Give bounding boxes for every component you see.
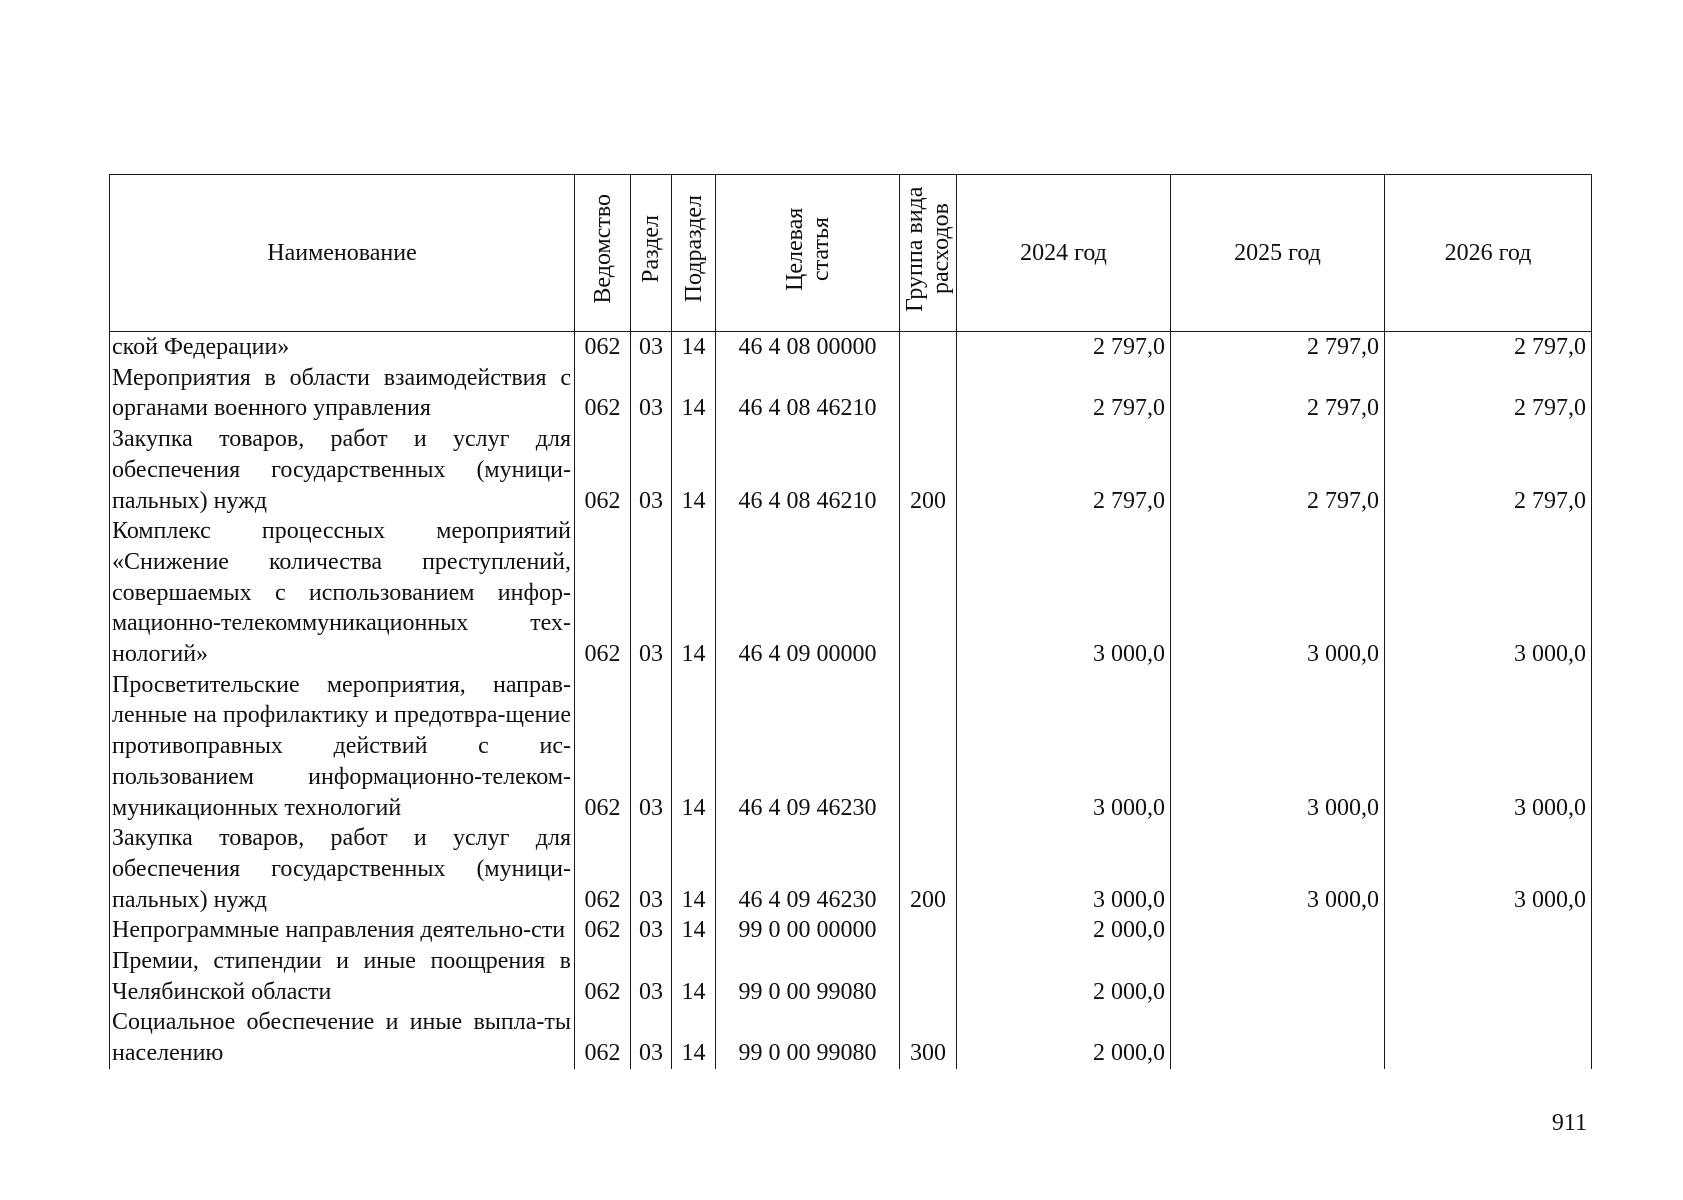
cell-vedomstvo: 062 xyxy=(575,363,631,424)
table-row xyxy=(110,915,1592,946)
cell-year-2026: 2 797,0 xyxy=(1385,363,1592,424)
header-year-2024: 2024 год xyxy=(957,175,1171,332)
header-podrazdel: Подраздел xyxy=(672,175,716,332)
cell-celevaya-statya: 99 0 00 99080 xyxy=(716,946,900,1007)
header-row xyxy=(110,175,1592,332)
cell-celevaya-statya: 46 4 08 46210 xyxy=(716,424,900,516)
cell-razdel: 03 xyxy=(631,424,672,516)
cell-name: Закупка товаров, работ и услуг для обеспечения государственных (муници-пальных) нужд xyxy=(110,424,575,516)
cell-podrazdel: 14 xyxy=(672,670,716,824)
header-gruppa-vida-rashodov: Группа вида расходов xyxy=(900,175,957,332)
page-number: 911 xyxy=(1551,1110,1587,1136)
table-row xyxy=(110,823,1592,915)
table-row xyxy=(110,946,1592,1007)
cell-gruppa-vida-rashodov: 300 xyxy=(900,1007,957,1068)
cell-razdel: 03 xyxy=(631,915,672,946)
cell-gruppa-vida-rashodov xyxy=(900,946,957,1007)
cell-year-2025: 3 000,0 xyxy=(1171,516,1385,670)
cell-razdel: 03 xyxy=(631,363,672,424)
cell-year-2024: 2 000,0 xyxy=(957,915,1171,946)
cell-vedomstvo: 062 xyxy=(575,332,631,363)
cell-gruppa-vida-rashodov: 200 xyxy=(900,823,957,915)
cell-gruppa-vida-rashodov xyxy=(900,670,957,824)
cell-year-2026 xyxy=(1385,915,1592,946)
cell-razdel: 03 xyxy=(631,332,672,363)
cell-vedomstvo: 062 xyxy=(575,670,631,824)
cell-year-2026: 2 797,0 xyxy=(1385,332,1592,363)
header-name: Наименование xyxy=(110,175,575,332)
cell-vedomstvo: 062 xyxy=(575,823,631,915)
cell-year-2026 xyxy=(1385,1007,1592,1068)
cell-podrazdel: 14 xyxy=(672,1007,716,1068)
cell-name: Социальное обеспечение и иные выпла-ты населению xyxy=(110,1007,575,1068)
header-year-2026: 2026 год xyxy=(1385,175,1592,332)
cell-year-2025 xyxy=(1171,915,1385,946)
cell-celevaya-statya: 46 4 09 00000 xyxy=(716,516,900,670)
cell-razdel: 03 xyxy=(631,1007,672,1068)
cell-vedomstvo: 062 xyxy=(575,516,631,670)
header-celevaya-statya: Целевая статья xyxy=(716,175,900,332)
cell-year-2025: 2 797,0 xyxy=(1171,363,1385,424)
cell-podrazdel: 14 xyxy=(672,424,716,516)
cell-year-2024: 2 797,0 xyxy=(957,363,1171,424)
cell-celevaya-statya: 46 4 09 46230 xyxy=(716,670,900,824)
cell-name: Премии, стипендии и иные поощрения в Челябинской области xyxy=(110,946,575,1007)
cell-year-2024: 2 000,0 xyxy=(957,1007,1171,1068)
cell-year-2024: 3 000,0 xyxy=(957,823,1171,915)
header-vedomstvo: Ведомство xyxy=(575,175,631,332)
table-row xyxy=(110,332,1592,363)
cell-celevaya-statya: 46 4 08 46210 xyxy=(716,363,900,424)
cell-year-2025: 3 000,0 xyxy=(1171,823,1385,915)
table-row xyxy=(110,363,1592,424)
cell-celevaya-statya: 99 0 00 00000 xyxy=(716,915,900,946)
budget-table xyxy=(109,174,1592,1069)
header-year-2025: 2025 год xyxy=(1171,175,1385,332)
cell-podrazdel: 14 xyxy=(672,363,716,424)
cell-razdel: 03 xyxy=(631,823,672,915)
table-row xyxy=(110,1007,1592,1068)
table-body xyxy=(110,332,1592,1069)
cell-year-2025: 2 797,0 xyxy=(1171,332,1385,363)
cell-gruppa-vida-rashodov xyxy=(900,915,957,946)
cell-gruppa-vida-rashodov xyxy=(900,516,957,670)
cell-year-2026: 3 000,0 xyxy=(1385,670,1592,824)
table-row xyxy=(110,670,1592,824)
cell-vedomstvo: 062 xyxy=(575,1007,631,1068)
cell-celevaya-statya: 46 4 08 00000 xyxy=(716,332,900,363)
cell-gruppa-vida-rashodov xyxy=(900,363,957,424)
cell-celevaya-statya: 99 0 00 99080 xyxy=(716,1007,900,1068)
cell-podrazdel: 14 xyxy=(672,823,716,915)
cell-year-2024: 2 797,0 xyxy=(957,424,1171,516)
cell-vedomstvo: 062 xyxy=(575,946,631,1007)
cell-year-2026: 3 000,0 xyxy=(1385,823,1592,915)
cell-name: Просветительские мероприятия, направ-ленные на профилактику и предотвра-щение противоправных действий с ис-пользованием информационно-телеком-муникационных технологий xyxy=(110,670,575,824)
cell-podrazdel: 14 xyxy=(672,915,716,946)
table-header xyxy=(110,175,1592,332)
cell-year-2024: 2 000,0 xyxy=(957,946,1171,1007)
cell-year-2024: 3 000,0 xyxy=(957,516,1171,670)
cell-vedomstvo: 062 xyxy=(575,424,631,516)
cell-vedomstvo: 062 xyxy=(575,915,631,946)
cell-name: Закупка товаров, работ и услуг для обеспечения государственных (муници-пальных) нужд xyxy=(110,823,575,915)
table-row xyxy=(110,424,1592,516)
cell-razdel: 03 xyxy=(631,670,672,824)
cell-name: ской Федерации» xyxy=(110,332,575,363)
cell-year-2025: 2 797,0 xyxy=(1171,424,1385,516)
cell-podrazdel: 14 xyxy=(672,332,716,363)
cell-celevaya-statya: 46 4 09 46230 xyxy=(716,823,900,915)
cell-year-2026: 2 797,0 xyxy=(1385,424,1592,516)
cell-name: Непрограммные направления деятельно-сти xyxy=(110,915,575,946)
table-row xyxy=(110,516,1592,670)
cell-name: Комплекс процессных мероприятий «Снижение количества преступлений, совершаемых с использованием инфор-мационно-телекоммуникационных тех-нологий» xyxy=(110,516,575,670)
cell-year-2026 xyxy=(1385,946,1592,1007)
cell-gruppa-vida-rashodov: 200 xyxy=(900,424,957,516)
cell-year-2024: 3 000,0 xyxy=(957,670,1171,824)
cell-year-2024: 2 797,0 xyxy=(957,332,1171,363)
cell-razdel: 03 xyxy=(631,946,672,1007)
cell-podrazdel: 14 xyxy=(672,946,716,1007)
cell-podrazdel: 14 xyxy=(672,516,716,670)
cell-year-2025 xyxy=(1171,1007,1385,1068)
cell-razdel: 03 xyxy=(631,516,672,670)
header-razdel: Раздел xyxy=(631,175,672,332)
cell-gruppa-vida-rashodov xyxy=(900,332,957,363)
cell-year-2026: 3 000,0 xyxy=(1385,516,1592,670)
cell-year-2025: 3 000,0 xyxy=(1171,670,1385,824)
cell-year-2025 xyxy=(1171,946,1385,1007)
cell-name: Мероприятия в области взаимодействия с органами военного управления xyxy=(110,363,575,424)
